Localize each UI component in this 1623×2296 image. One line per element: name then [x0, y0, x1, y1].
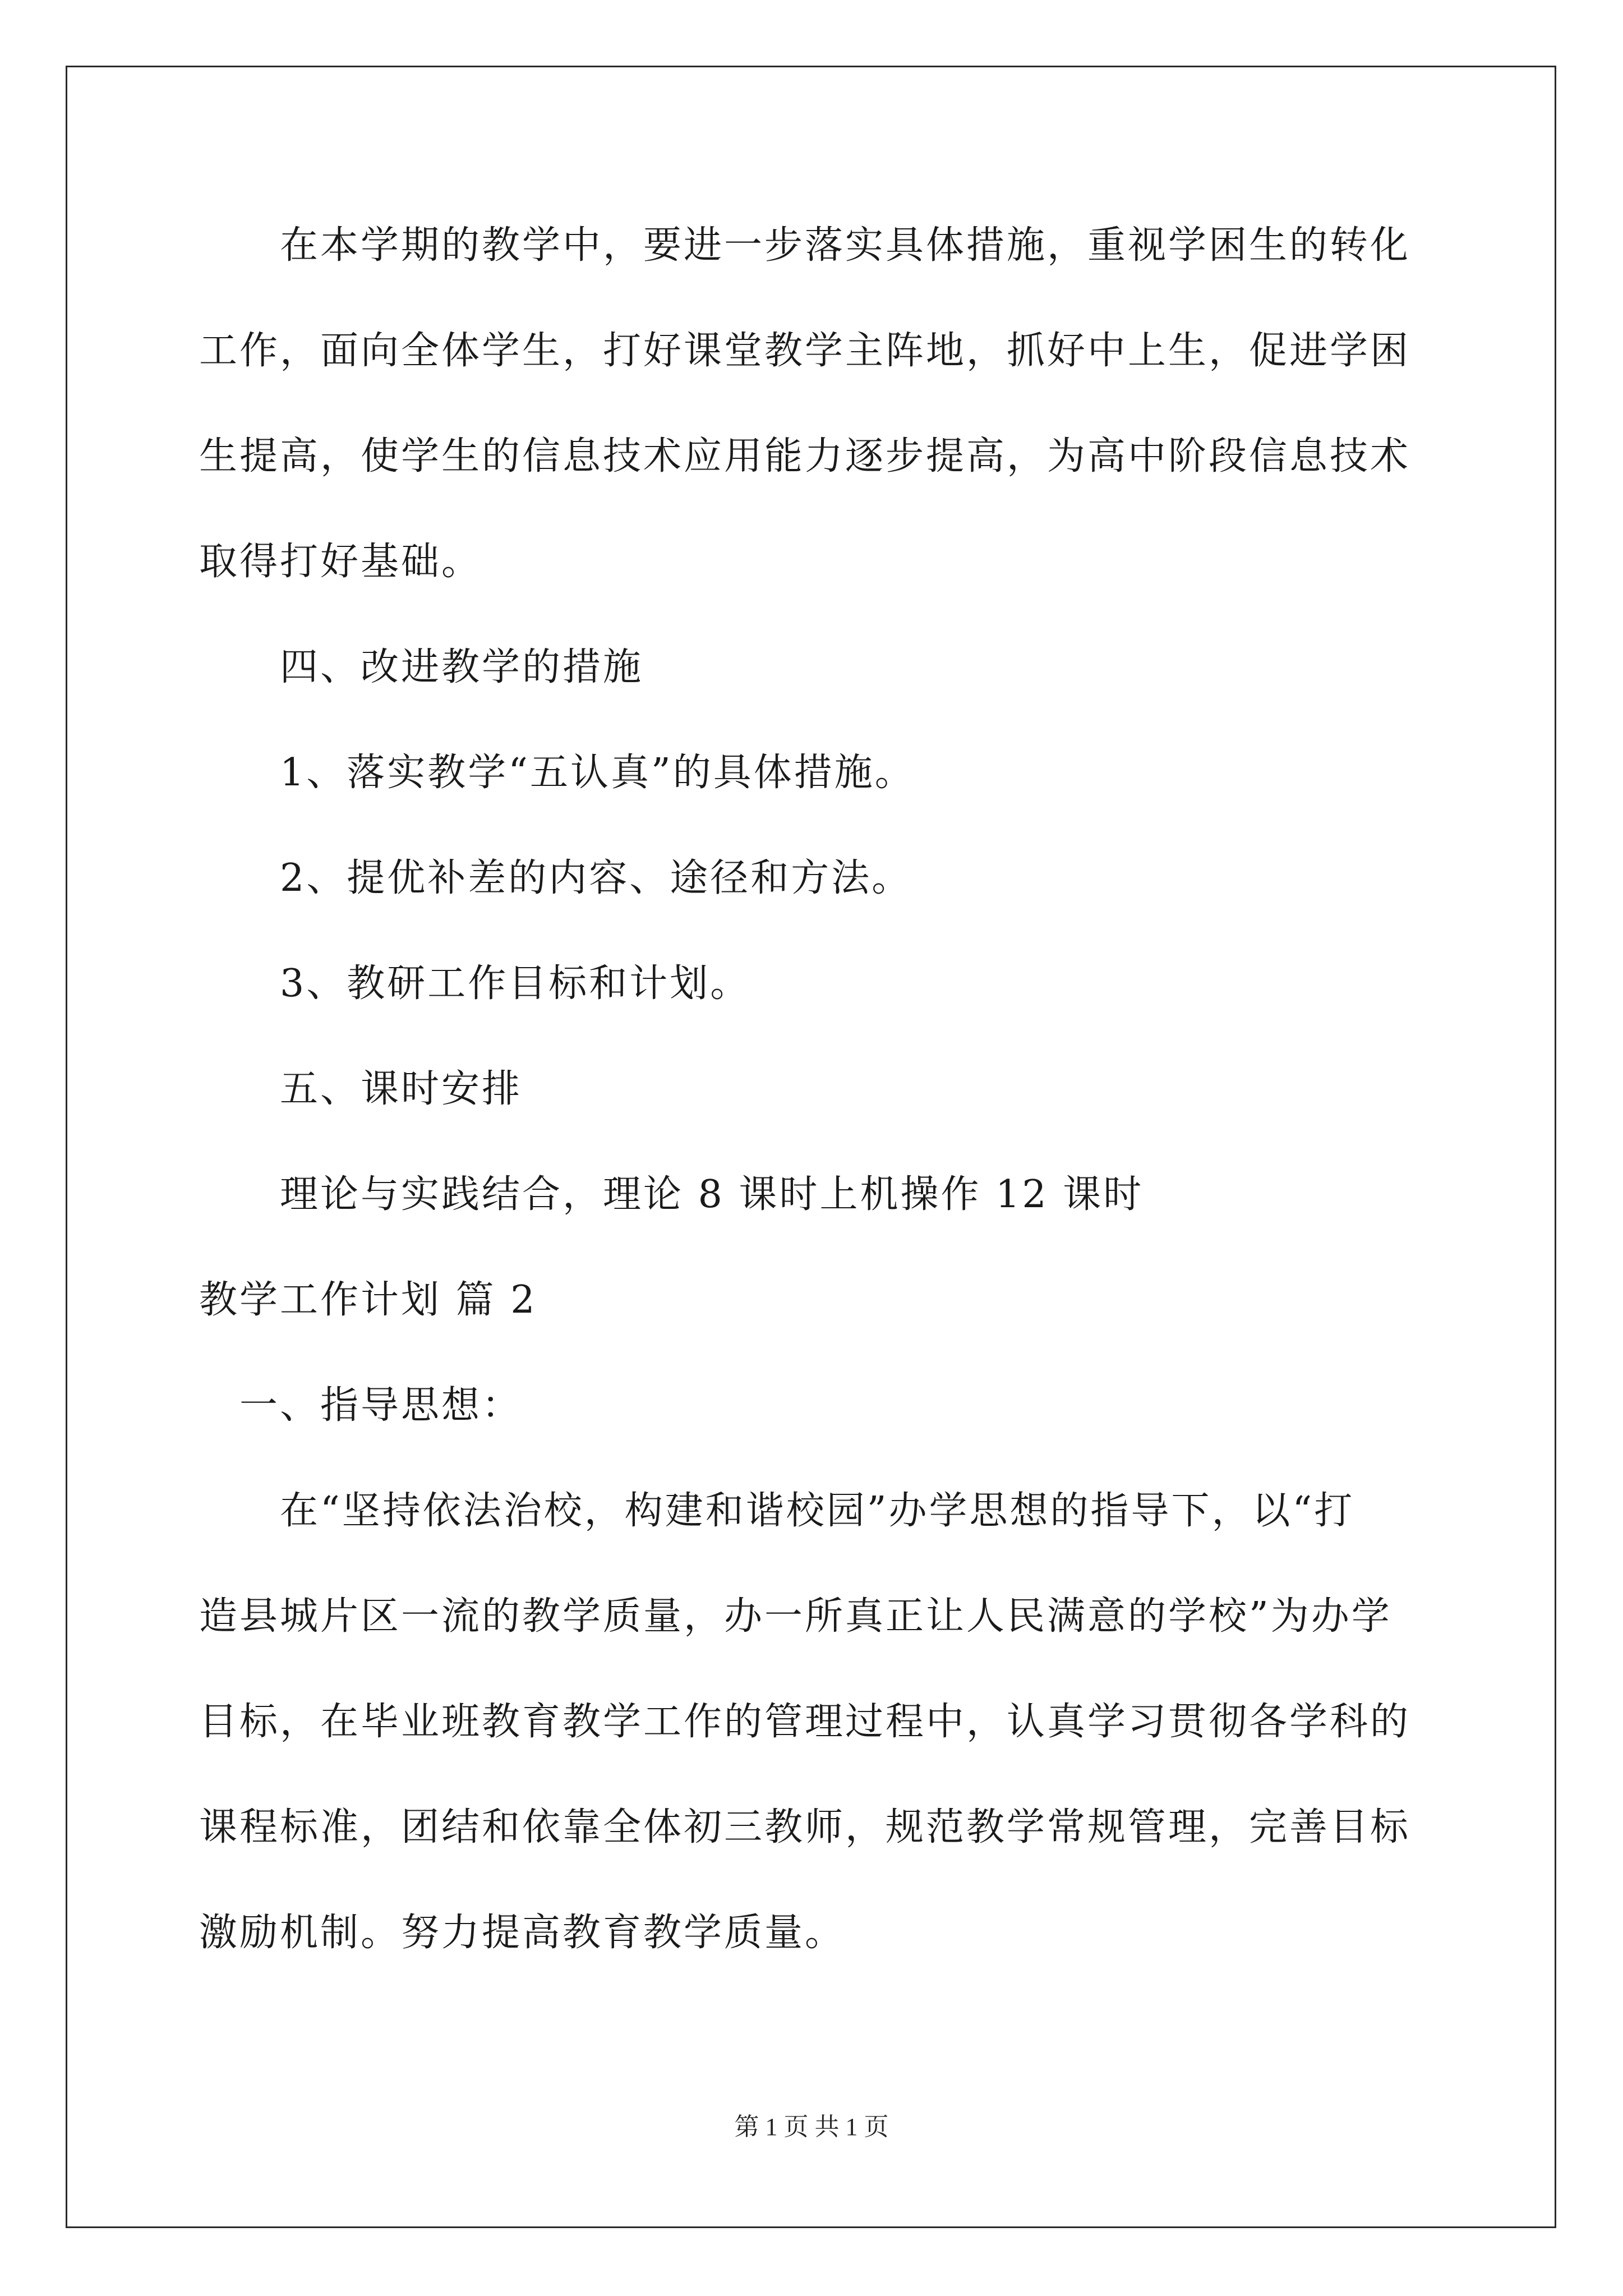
section-heading-5: 五、课时安排 — [280, 1067, 523, 1111]
paragraph-2-line-1: 在“坚持依法治校，构建和谐校园”办学思想的指导下，以“打 — [280, 1489, 1355, 1533]
page-number-footer: 第 1 页 共 1 页 — [734, 2113, 889, 2141]
paragraph-1-line-2: 工作，面向全体学生，打好课堂教学主阵地，抓好中上生，促进学困 — [199, 329, 1411, 373]
paragraph-1-line-1: 在本学期的教学中，要进一步落实具体措施，重视学困生的转化 — [280, 223, 1411, 268]
list-item-2: 2、提优补差的内容、途径和方法。 — [280, 856, 912, 900]
schedule-text: 理论与实践结合，理论 8 课时上机操作 12 课时 — [280, 1172, 1144, 1217]
list-item-1: 1、落实教学“五认真”的具体措施。 — [280, 751, 915, 795]
list-item-3: 3、教研工作目标和计划。 — [280, 961, 751, 1006]
paragraph-2-line-3: 目标，在毕业班教育教学工作的管理过程中，认真学习贯彻各学科的 — [199, 1700, 1411, 1744]
section-heading-1: 一、指导思想： — [239, 1383, 523, 1428]
paragraph-2-line-4: 课程标准，团结和依靠全体初三教师，规范教学常规管理，完善目标 — [199, 1805, 1411, 1849]
page-border — [66, 66, 1556, 2228]
paragraph-2-line-2: 造县城片区一流的教学质量，办一所真正让人民满意的学校”为办学 — [199, 1594, 1392, 1639]
paragraph-1-line-4: 取得打好基础。 — [199, 540, 482, 584]
paragraph-2-line-5: 激励机制。努力提高教育教学质量。 — [199, 1911, 846, 1955]
paragraph-1-line-3: 生提高，使学生的信息技术应用能力逐步提高，为高中阶段信息技术 — [199, 434, 1411, 478]
plan-title: 教学工作计划 篇 2 — [199, 1278, 537, 1322]
section-heading-4: 四、改进教学的措施 — [280, 645, 644, 689]
